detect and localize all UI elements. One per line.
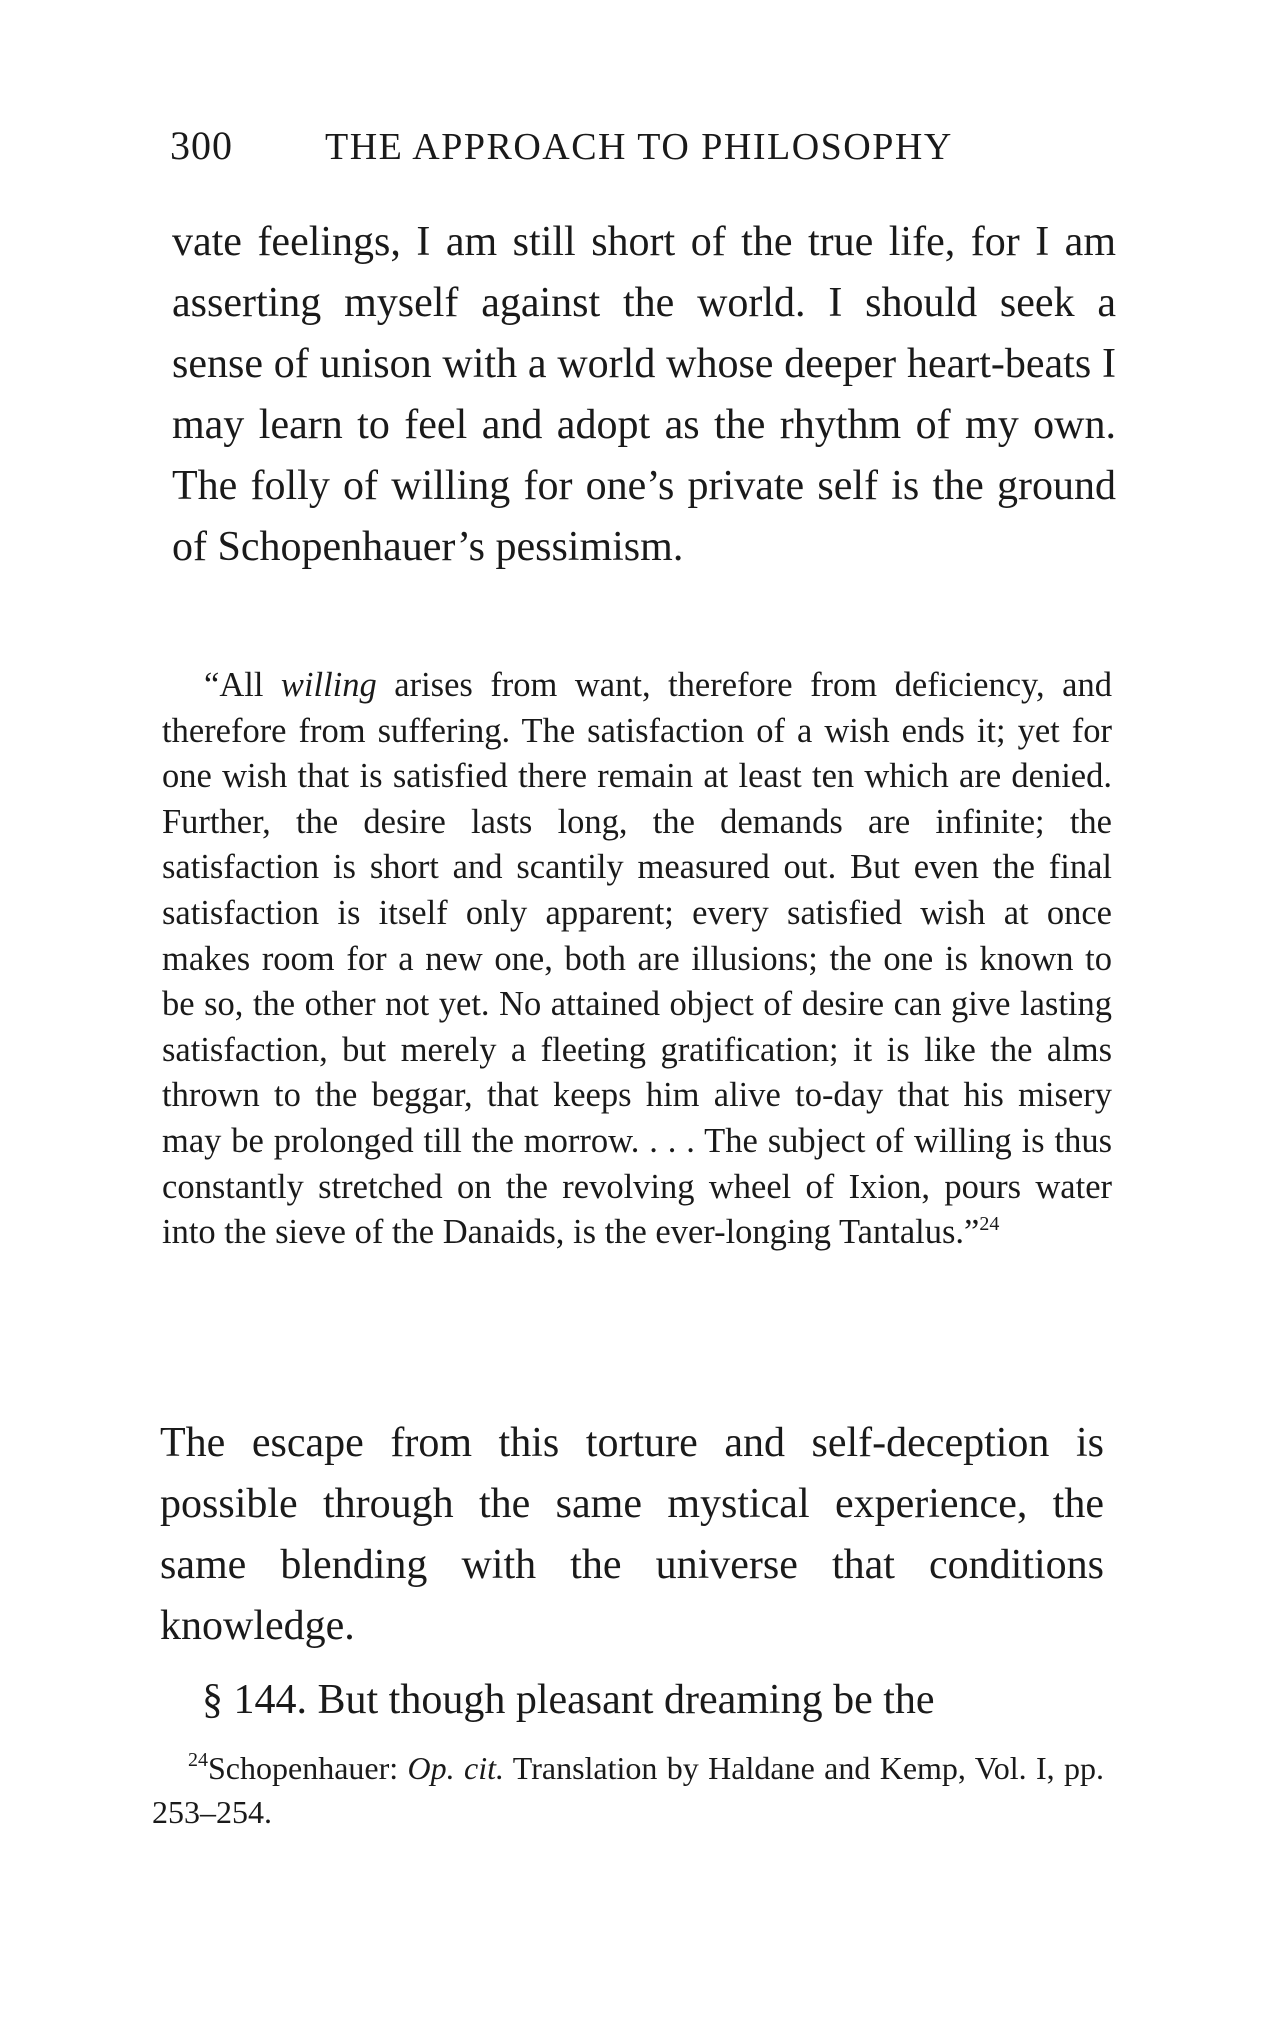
footnote-author: Schopenhauer: bbox=[208, 1750, 408, 1786]
footnote-italic: Op. cit. bbox=[407, 1750, 504, 1786]
running-title: THE APPROACH TO PHILOSOPHY bbox=[325, 126, 953, 168]
quote-text: arises from want, therefore from deficiency, and therefore from suffering. The satisfaction of a wish ends it; yet for one wish that is satisfied there remain at least ten which are denied. Further, the desire lasts long, the demands are infinite; the satisfaction is short and scantily measured out. But even the final satisfaction is itself only apparent; every satisfied wish at once makes room for a new one, both are illusions; the one is known to be so, the other not yet. No attained object of desire can give lasting satisfaction, but merely a fleeting gratification; it is like the alms thrown to the beggar, that keeps him alive to-day that his misery may be prolonged till the morrow. . . . The subject of willing is thus constantly stretched on the revolving wheel of Ixion, pours water into the sieve of the Danaids, is the ever-longing Tantalus.” bbox=[162, 666, 1112, 1252]
footnote-text: Translation by Haldane and Kemp, Vol. I, pp. 253–254. bbox=[152, 1750, 1104, 1830]
running-head bbox=[170, 122, 970, 169]
block-quote bbox=[162, 663, 1112, 1256]
footnote-reference: 24 bbox=[979, 1213, 1000, 1236]
page-number: 300 bbox=[170, 123, 233, 168]
paragraph-1: vate feelings, I am still short of the true life, for I am asserting myself against the world. I should seek a sense of unison with a world whose deeper heart-beats I may learn to feel and adopt as the rhythm of my own. The folly of willing for one’s private self is the ground of Schopenhauer’s pessimism. bbox=[172, 219, 1116, 570]
paragraph-3: § 144. But though pleasant dreaming be the bbox=[202, 1677, 935, 1723]
footnote-marker: 24 bbox=[188, 1749, 208, 1771]
paragraph-2: The escape from this torture and self-deception is possible through the same mystical experience, the same blending with the universe that conditions knowledge. bbox=[160, 1420, 1104, 1649]
quote-italic-word: willing bbox=[280, 666, 377, 704]
quote-open: “All bbox=[204, 666, 281, 704]
footnote bbox=[152, 1746, 1104, 1834]
